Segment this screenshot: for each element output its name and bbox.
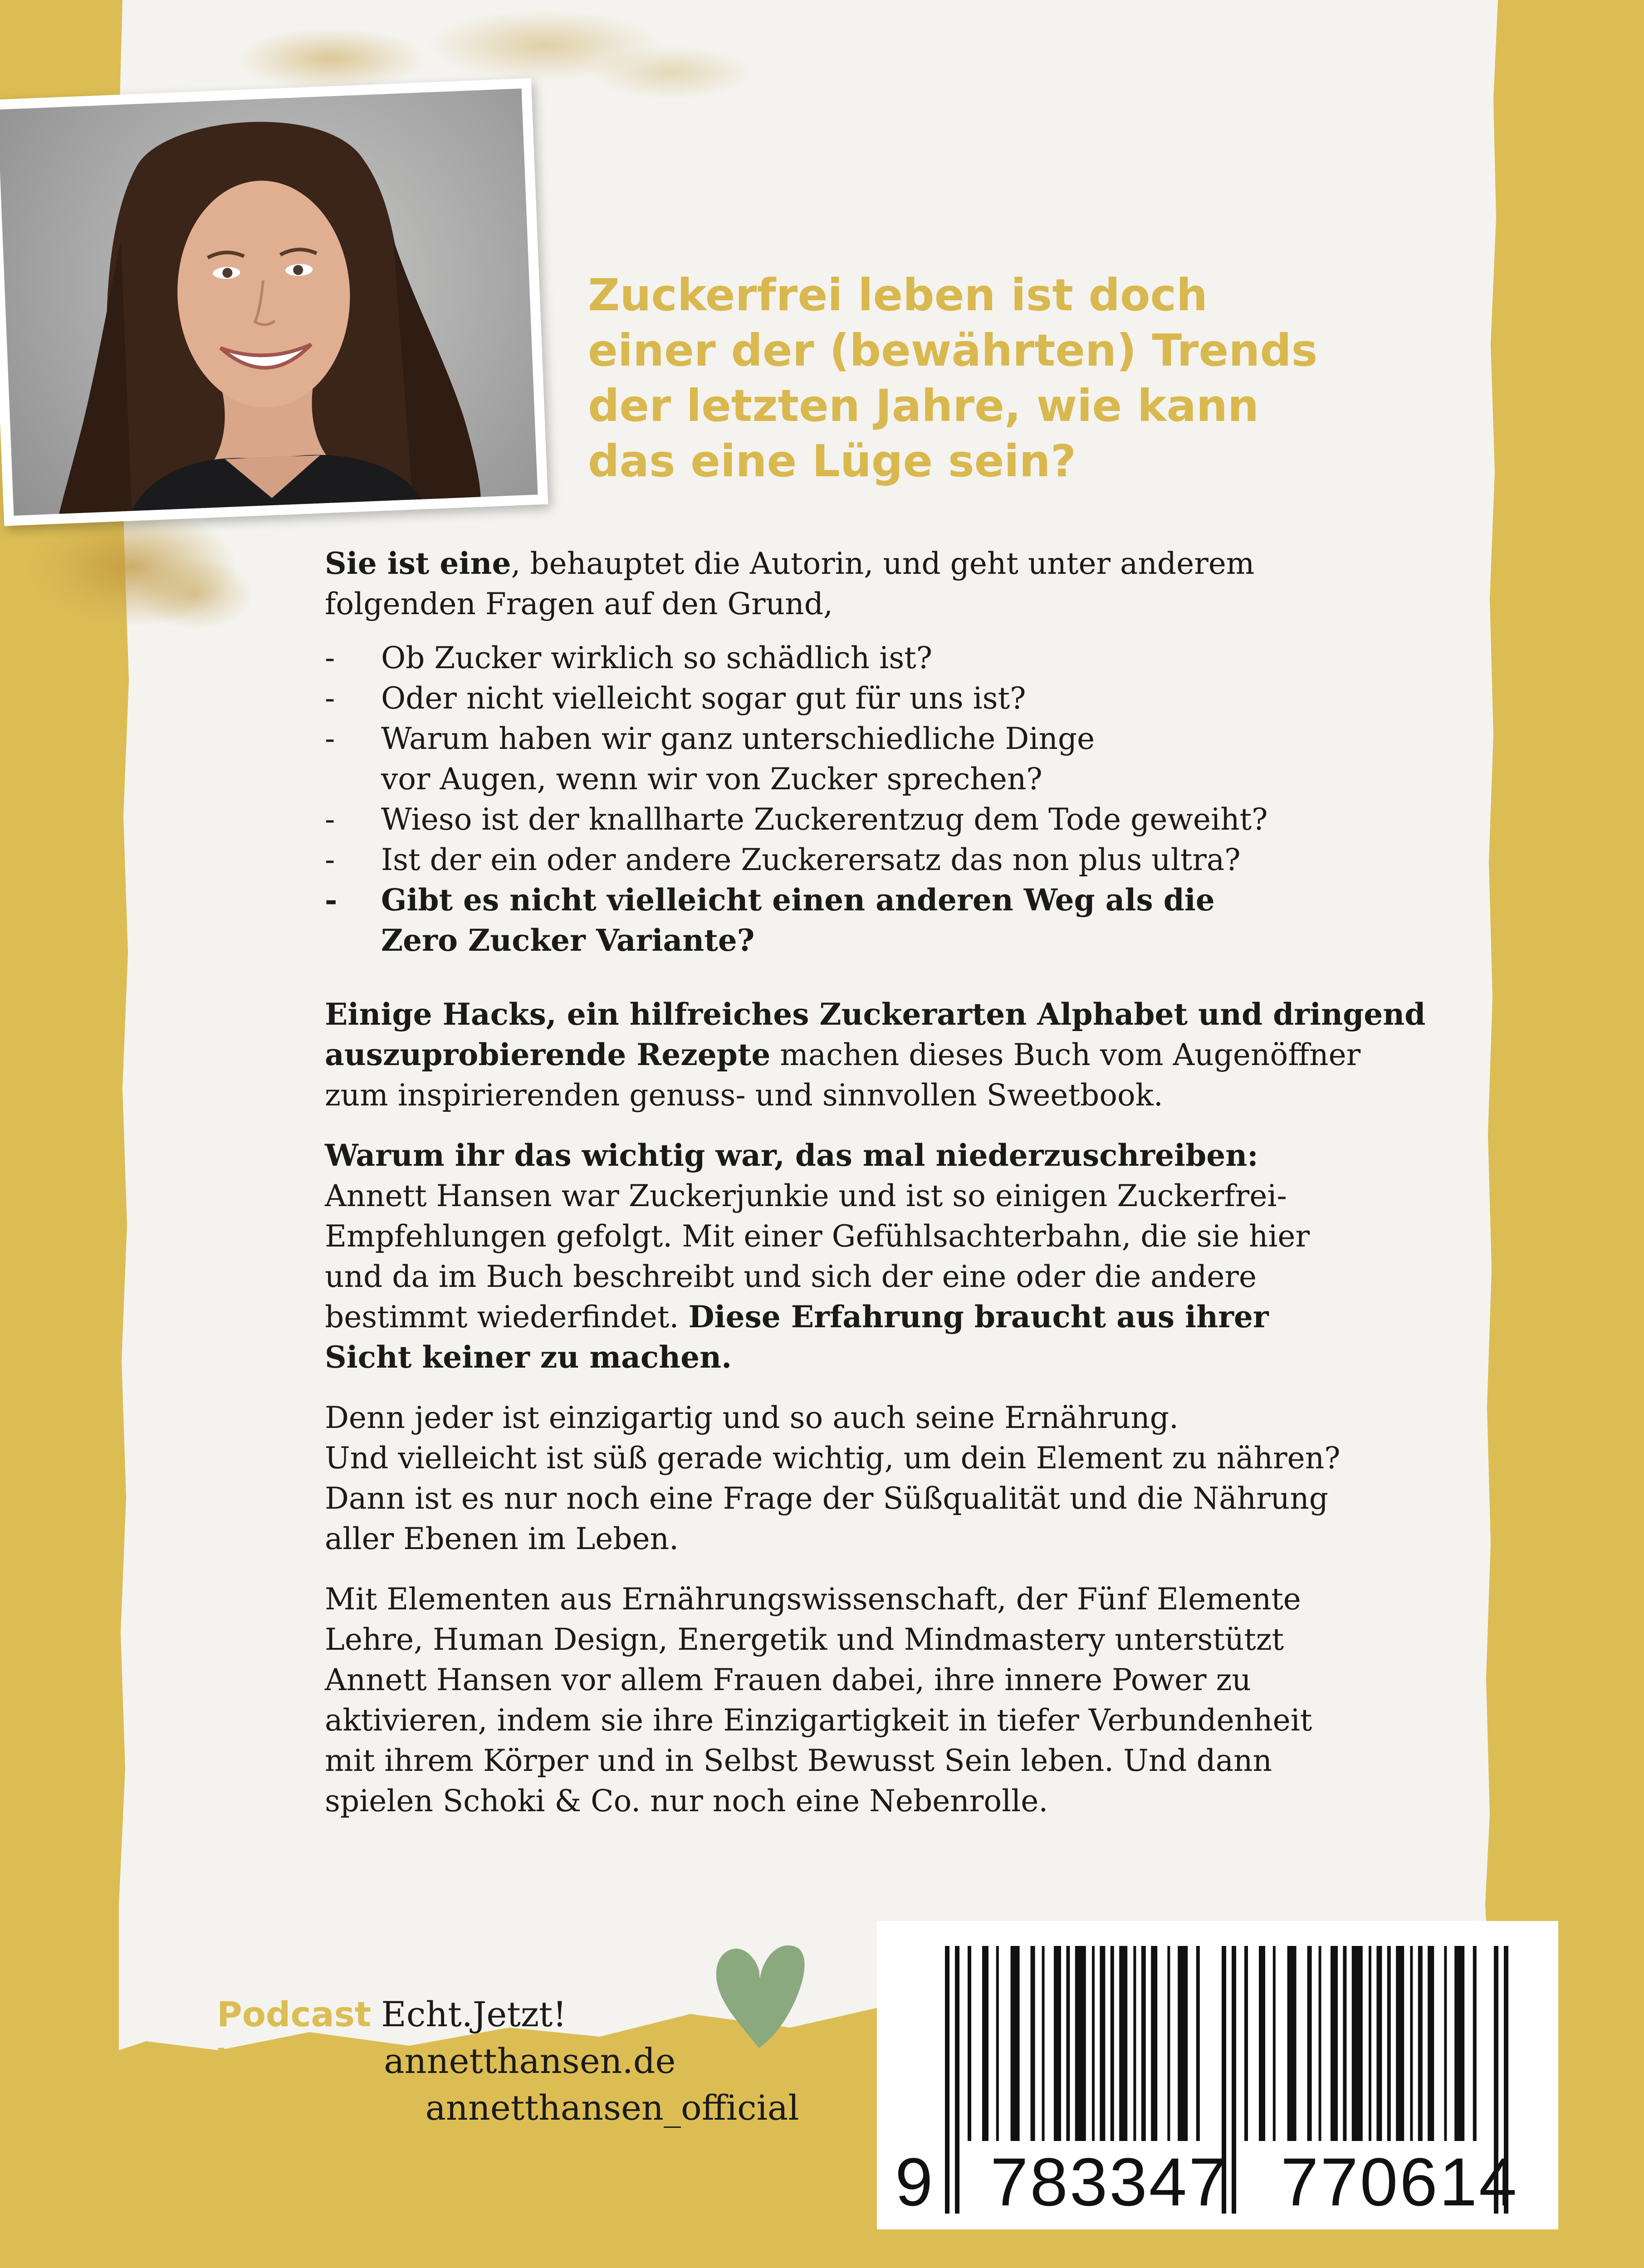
list-item: [325, 638, 1377, 678]
barcode-bar: [982, 1946, 988, 2141]
barcode-group-1: 783347: [990, 2144, 1228, 2220]
barcode-bar: [1387, 1946, 1391, 2141]
intro-paragraph: [325, 543, 1377, 624]
headline-line: einer der (bewährten) Trends: [588, 325, 1318, 376]
elements-line: aktivieren, indem sie ihre Einzigartigkeit in tiefer Verbundenheit: [325, 1703, 1312, 1738]
hacks-paragraph: [325, 994, 1426, 1115]
why-line: Annett Hansen war Zuckerjunkie und ist so einigen Zuckerfrei-: [325, 1178, 1287, 1213]
barcode-bar: [1418, 1946, 1423, 2141]
contact-website: [217, 2038, 799, 2085]
barcode-bar: [1444, 1946, 1447, 2141]
why-paragraph: [325, 1135, 1377, 1378]
barcode-bar: [1410, 1946, 1413, 2141]
why-line: [325, 1297, 1377, 1337]
intro-line-2: folgenden Fragen auf den Grund,: [325, 587, 833, 621]
elements-line: Annett Hansen vor allem Frauen dabei, ihre innere Power zu: [325, 1662, 1251, 1697]
list-item-text: vor Augen, wenn wir von Zucker sprechen?: [381, 762, 1042, 797]
elements-paragraph: [325, 1579, 1377, 1821]
elements-line: Mit Elementen aus Ernährungswissenschaft, der Fünf Elemente: [325, 1582, 1301, 1617]
barcode-bar: [1319, 1946, 1321, 2141]
barcode-bar: [1369, 1946, 1371, 2141]
barcode-guard-bar: [1232, 1946, 1236, 2214]
list-item: [325, 840, 1377, 880]
contact-value: annetthansen.de: [384, 2041, 676, 2081]
barcode-bar: [1167, 1946, 1170, 2141]
barcode-bar: [1376, 1946, 1382, 2141]
barcode-bar: [1133, 1946, 1136, 2141]
blurb-text: [325, 543, 1426, 1841]
headline: [588, 268, 1450, 489]
intro-line: [325, 543, 1377, 584]
barcode-bar: [1343, 1946, 1346, 2141]
contact-label: Website: [217, 2041, 374, 2081]
hacks-line-rest: machen dieses Buch vom Augenöffner: [770, 1037, 1361, 1072]
barcode-bar: [1092, 1946, 1095, 2141]
list-dash: -: [325, 842, 335, 877]
why-line-bold: Diese Erfahrung braucht aus ihrer: [688, 1299, 1269, 1334]
barcode-bar: [1031, 1946, 1035, 2141]
barcode-bar: [1273, 1946, 1276, 2141]
list-item-text: Wieso ist der knallharte Zuckerentzug dem Tode geweiht?: [381, 802, 1268, 837]
author-photo: [0, 88, 538, 516]
barcode-guard-bar: [945, 1946, 949, 2214]
list-item: [325, 678, 1377, 719]
contact-instagram: [217, 2085, 799, 2131]
unique-line: Dann ist es nur noch eine Frage der Süßqualität und die Nährung: [325, 1481, 1328, 1516]
headline-line: der letzten Jahre, wie kann: [588, 380, 1259, 431]
why-line-normal: bestimmt wiederfindet.: [325, 1300, 689, 1334]
list-item-text: Ob Zucker wirklich so schädlich ist?: [381, 640, 933, 675]
barcode-guard-bar: [955, 1946, 959, 2214]
contact-block: [217, 1991, 799, 2131]
barcode-bar: [1196, 1946, 1200, 2141]
unique-line: Und vielleicht ist süß gerade wichtig, um dein Element zu nähren?: [325, 1441, 1341, 1476]
barcode-bar: [1307, 1946, 1312, 2141]
barcode-bar: [1473, 1946, 1477, 2141]
why-heading: Warum ihr das wichtig war, das mal niederzuschreiben:: [325, 1138, 1258, 1173]
barcode-bar: [1111, 1946, 1114, 2141]
headline-line: das eine Lüge sein?: [588, 435, 1076, 487]
why-line: und da im Buch beschreibt und sich der eine oder die andere: [325, 1259, 1257, 1294]
author-photo-frame: [0, 78, 548, 526]
hacks-bold: auszuprobierende Rezepte: [325, 1037, 771, 1072]
unique-line: Denn jeder ist einzigartig und so auch seine Ernährung.: [325, 1400, 1179, 1435]
unique-paragraph: [325, 1398, 1377, 1559]
barcode-bar: [1454, 1946, 1464, 2141]
why-line: Empfehlungen gefolgt. Mit einer Gefühlsachterbahn, die sie hier: [325, 1219, 1310, 1254]
list-item: [325, 880, 1377, 961]
list-item: [325, 719, 1377, 799]
contact-label: Podcast: [217, 1994, 372, 2034]
list-item: [325, 799, 1377, 840]
barcode-digit-first: 9: [895, 2144, 935, 2220]
hacks-line: Einige Hacks, ein hilfreiches Zuckerarten Alphabet und dringend: [325, 997, 1426, 1032]
barcode-bar: [996, 1946, 999, 2141]
barcode-bar: [1066, 1946, 1070, 2141]
barcode-bar: [1100, 1946, 1105, 2141]
contact-value: Echt.Jetzt!: [381, 1994, 567, 2034]
unique-line: aller Ebenen im Leben.: [325, 1521, 679, 1556]
why-line: Sicht keiner zu machen.: [325, 1339, 732, 1375]
barcode-bar: [1054, 1946, 1061, 2141]
list-item-text: Oder nicht vielleicht sogar gut für uns ist?: [381, 681, 1026, 716]
barcode-bar: [1011, 1946, 1020, 2141]
list-dash: -: [325, 640, 335, 675]
intro-bold: Sie ist eine: [325, 546, 511, 581]
question-list: [325, 638, 1377, 961]
list-dash: -: [325, 681, 335, 716]
barcode-bar: [1178, 1946, 1188, 2141]
barcode-bar: [1042, 1946, 1045, 2141]
contact-label: Instagram: [217, 2087, 416, 2128]
barcode-bar: [1151, 1946, 1157, 2141]
barcode-bar: [1244, 1946, 1248, 2141]
barcode-bar: [1396, 1946, 1404, 2141]
isbn-barcode: [877, 1921, 1558, 2229]
barcode-bar: [1075, 1946, 1086, 2141]
barcode-bar: [1331, 1946, 1338, 2141]
barcode-bar: [1119, 1946, 1127, 2141]
list-item-text: Warum haben wir ganz unterschiedliche Dinge: [381, 721, 1095, 756]
hacks-line: [325, 1035, 1377, 1075]
list-dash: -: [325, 802, 335, 837]
list-dash: -: [325, 882, 338, 918]
list-item-text: Zero Zucker Variante?: [381, 923, 755, 958]
headline-line: Zuckerfrei leben ist doch: [588, 269, 1208, 321]
barcode-bar: [1141, 1946, 1146, 2141]
contact-value: annetthansen_official: [425, 2087, 799, 2128]
intro-line-rest: , behauptet die Autorin, und geht unter anderem: [511, 546, 1255, 581]
list-item-text: Gibt es nicht vielleicht einen anderen Weg als die: [381, 882, 1215, 918]
elements-line: mit ihrem Körper und in Selbst Bewusst Sein leben. Und dann: [325, 1743, 1272, 1778]
contact-podcast: [217, 1991, 799, 2038]
list-dash: -: [325, 721, 335, 756]
barcode-bar: [1287, 1946, 1297, 2141]
elements-line: Lehre, Human Design, Energetik und Mindmastery unterstützt: [325, 1622, 1284, 1657]
list-item-text: Ist der ein oder andere Zuckerersatz das non plus ultra?: [381, 842, 1241, 877]
hacks-line: zum inspirierenden genuss- und sinnvollen Sweetbook.: [325, 1078, 1163, 1113]
barcode-bar: [1352, 1946, 1363, 2141]
barcode-bar: [968, 1946, 971, 2141]
barcode-group-2: 770614: [1281, 2144, 1519, 2220]
barcode-bar: [1428, 1946, 1434, 2141]
barcode-bar: [1259, 1946, 1265, 2141]
elements-line: spielen Schoki & Co. nur noch eine Nebenrolle.: [325, 1784, 1048, 1818]
